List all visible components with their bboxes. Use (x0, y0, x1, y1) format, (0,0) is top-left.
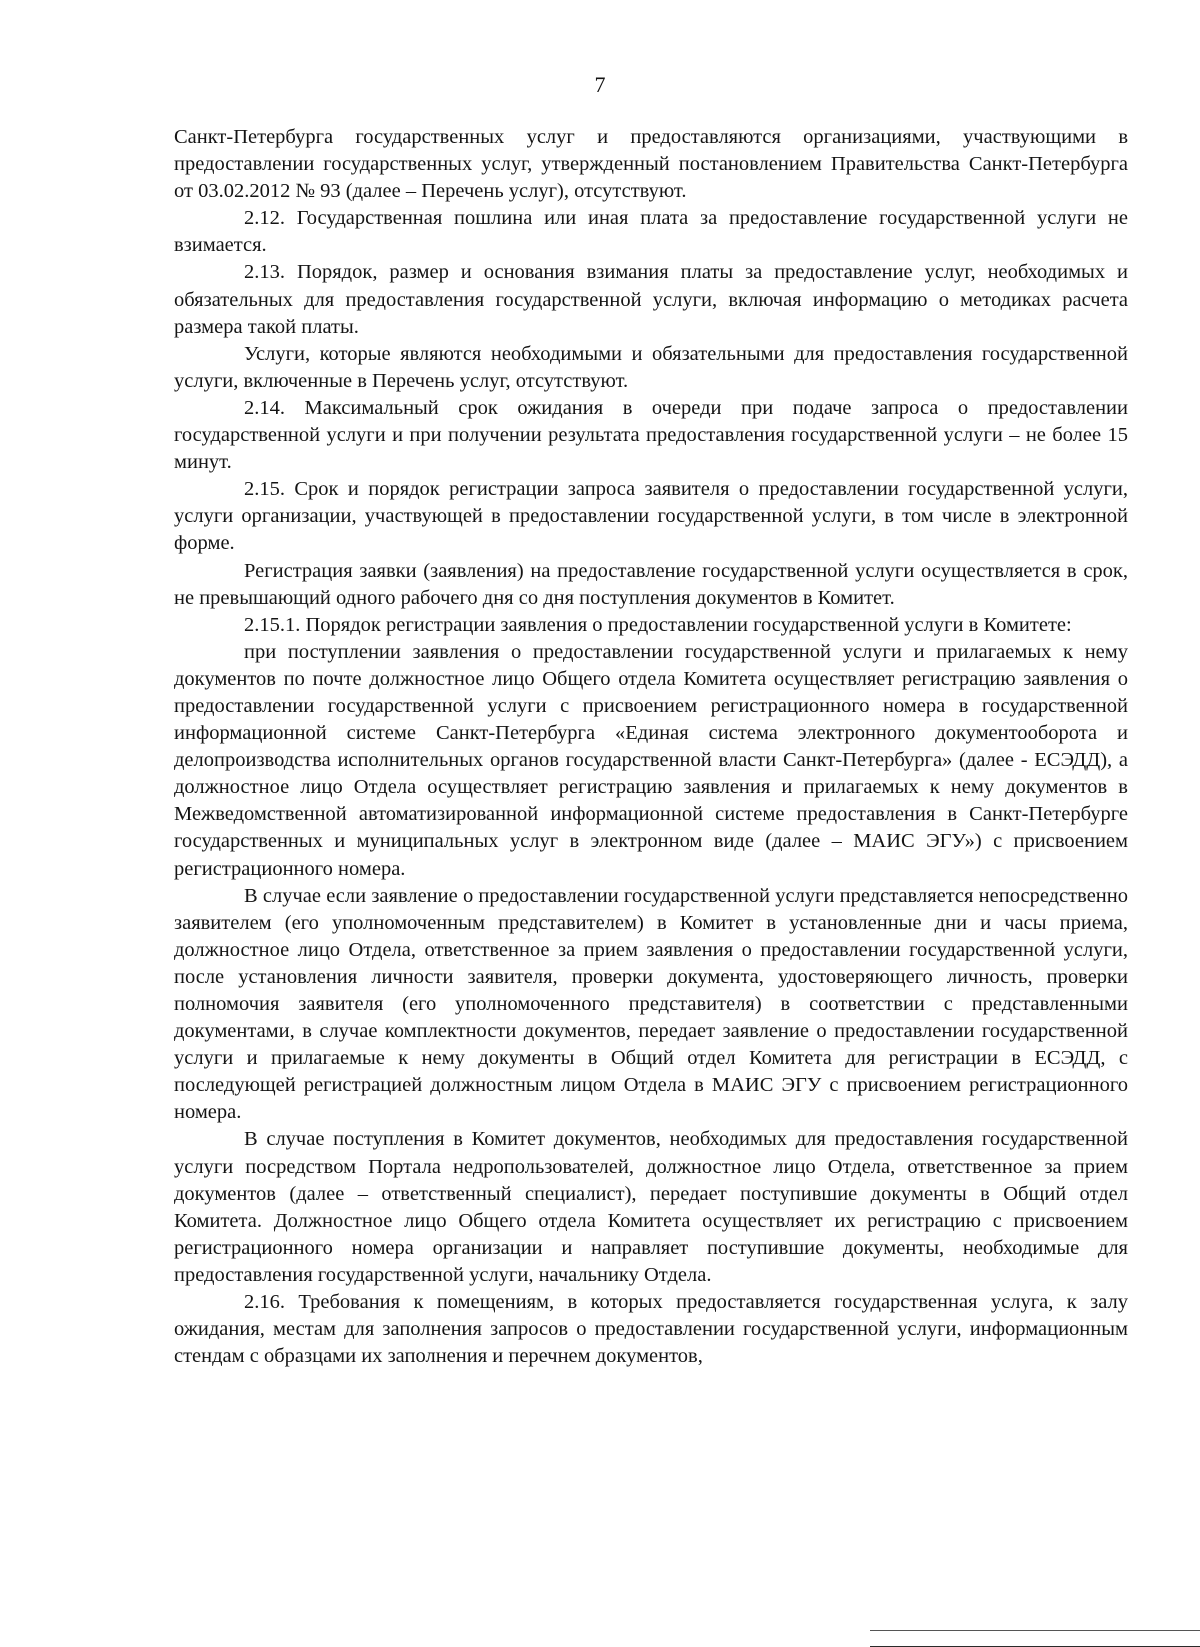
paragraph-2-13: 2.13. Порядок, размер и основания взимания платы за предоставление услуг, необходимых и обязательных для предоставления государственной услуги, включая информацию о методиках расчета размера такой платы. (174, 261, 1128, 338)
paragraph-direct-submission: В случае если заявление о предоставлении государственной услуги представляется непосредственно заявителем (его уполномоченным представителем) в Комитет в установленные дни и часы приема, должностное лицо Отдела, ответственное за прием заявления о предоставлении государственной услуги, после установления личности заявителя, проверки документа, удостоверяющего личность, проверки полномочия заявителя (его уполномоченного представителя) в соответствии с представленными документами, в случае комплектности документов, передает заявление о предоставлении государственной услуги и прилагаемые к нему документы в Общий отдел Комитета для регистрации в ЕСЭДД, с последующей регистрацией должностным лицом Отдела в МАИС ЭГУ с присвоением регистрационного номера. (174, 884, 1128, 1124)
paragraph-2-14: 2.14. Максимальный срок ожидания в очереди при подаче запроса о предоставлении государственной услуги и при получении результата предоставления государственной услуги – не более 15 минут. (174, 396, 1128, 474)
paragraph-2-12: 2.12. Государственная пошлина или иная плата за предоставление государственной услуги не взимается. (174, 207, 1128, 257)
paragraph-services-absent: Услуги, которые являются необходимыми и обязательными для предоставления государственной услуги, включенные в Перечень услуг, отсутствуют. (174, 342, 1128, 392)
paragraph-2-15: 2.15. Срок и порядок регистрации запроса заявителя о предоставлении государственной услуги, услуги организации, участвующей в предоставлении государственной услуги, в том числе в электронной форме. (174, 478, 1128, 555)
paragraph-2-16: 2.16. Требования к помещениям, в которых предоставляется государственная услуга, к залу ожидания, местам для заполнения запросов о предоставлении государственной услуги, информационным стендам с образцами их заполнения и перечнем документов, (174, 1291, 1128, 1368)
document-body (174, 124, 1128, 1370)
paragraph-portal-submission: В случае поступления в Комитет документов, необходимых для предоставления государственной услуги посредством Портала недропользователей, должностное лицо Отдела, ответственное за прием документов (далее – ответственный специалист), передает поступившие документы в Общий отдел Комитета. Должностное лицо Общего отдела Комитета осуществляет их регистрацию с присвоением регистрационного номера организации и направляет поступившие документы, необходимые для предоставления государственной услуги, начальнику Отдела. (174, 1128, 1128, 1286)
paragraph-2-15-1: 2.15.1. Порядок регистрации заявления о предоставлении государственной услуги в Комитете: (244, 613, 1072, 636)
scan-edge-line (870, 1630, 1200, 1631)
paragraph-registration-term: Регистрация заявки (заявления) на предоставление государственной услуги осуществляется в срок, не превышающий одного рабочего дня со дня поступления документов в Комитет. (174, 559, 1128, 609)
paragraph-postal-registration: при поступлении заявления о предоставлении государственной услуги и прилагаемых к нему документов по почте должностное лицо Общего отдела Комитета осуществляет регистрацию заявления о предоставлении государственной услуги с присвоением регистрационного номера в государственной информационной системе Санкт-Петербурга «Единая система электронного документооборота и делопроизводства исполнительных органов государственной власти Санкт-Петербурга» (далее - ЕСЭДД), а должностное лицо Отдела осуществляет регистрацию заявления и прилагаемых к нему документов в Межведомственной автоматизированной информационной системе предоставления в Санкт-Петербурге государственных и муниципальных услуг в электронном виде (далее – МАИС ЭГУ») с присвоением регистрационного номера. (174, 640, 1128, 880)
paragraph-continuation: Санкт-Петербурга государственных услуг и предоставляются организациями, участвующими в предоставлении государственных услуг, утвержденный постановлением Правительства Санкт-Петербурга от 03.02.2012 № 93 (далее – Перечень услуг), отсутствуют. (174, 126, 1128, 203)
page-number: 7 (594, 72, 606, 97)
